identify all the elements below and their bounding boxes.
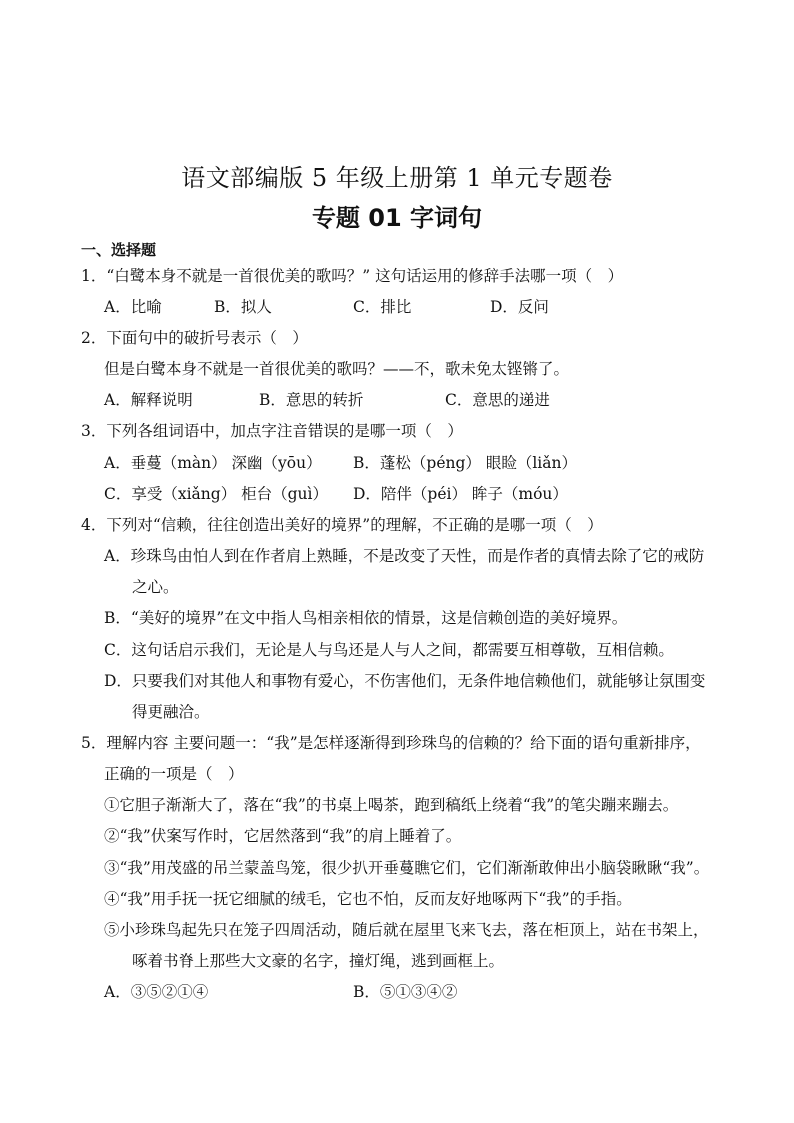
question-3 <box>81 421 463 441</box>
question-5-stem-cont: 正确的一项是（ ） <box>104 765 244 783</box>
question-2-quote: 但是白鹭本身不就是一首很优美的歌吗？——不，歌未免太铿锵了。 <box>104 360 570 378</box>
q1-option-d: D．反问 <box>490 298 549 316</box>
question-2-stem: 下面句中的破折号表示（ ） <box>106 329 308 347</box>
q1-option-b: B．拟人 <box>214 298 272 316</box>
q5-item-3: ③“我”用茂盛的吊兰蒙盖鸟笼，很少扒开垂蔓瞧它们，它们渐渐敢伸出小脑袋瞅瞅“我”。 <box>104 859 710 877</box>
q5-item-2: ②“我”伏案写作时，它居然落到“我”的肩上睡着了。 <box>104 827 462 845</box>
question-5 <box>81 733 701 753</box>
q4-option-d: D．只要我们对其他人和事物有爱心，不伤害他们，无条件地信赖他们，就能够让氛围变 <box>104 672 706 690</box>
question-1-number: 1． <box>81 267 107 285</box>
question-5-stem: 理解内容 主要问题一：“我”是怎样逐渐得到珍珠鸟的信赖的？给下面的语句重新排序， <box>106 734 701 752</box>
question-2-number: 2． <box>81 329 107 347</box>
question-1-stem: “白鹭本身不就是一首很优美的歌吗？” 这句话运用的修辞手法哪一项（ ） <box>106 267 624 285</box>
question-4 <box>81 515 603 535</box>
question-3-stem: 下列各组词语中，加点字注音错误的是哪一项（ ） <box>106 422 463 440</box>
q4-option-a: A．珍珠鸟由怕人到在作者肩上熟睡，不是改变了天性，而是作者的真情去除了它的戒防 <box>104 547 705 565</box>
question-2 <box>81 328 308 348</box>
question-4-stem: 下列对“信赖，往往创造出美好的境界”的理解，不正确的是哪一项（ ） <box>106 516 603 534</box>
q5-item-5-cont: 啄着书脊上那些大文豪的名字，撞灯绳，逃到画框上。 <box>132 952 505 970</box>
q5-item-1: ①它胆子渐渐大了，落在“我”的书桌上喝茶，跑到稿纸上绕着“我”的笔尖蹦来蹦去。 <box>104 796 679 814</box>
section-heading: 一、选择题 <box>81 241 157 259</box>
q5-item-5: ⑤小珍珠鸟起先只在笼子四周活动，随后就在屋里飞来飞去，落在柜顶上，站在书架上， <box>104 921 709 939</box>
q3-option-b: B．蓬松（péng） 眼睑（liǎn） <box>353 454 577 472</box>
q5-item-4: ④“我”用手抚一抚它细腻的绒毛，它也不怕，反而友好地啄两下“我”的手指。 <box>104 890 632 908</box>
q1-option-c: C．排比 <box>353 298 412 316</box>
q2-option-b: B．意思的转折 <box>259 391 364 409</box>
q4-option-d-cont: 得更融洽。 <box>132 703 210 721</box>
question-3-number: 3． <box>81 422 107 440</box>
question-4-number: 4． <box>81 516 107 534</box>
question-5-number: 5． <box>81 734 107 752</box>
q4-option-b: B．“美好的境界”在文中指人鸟相亲相依的情景，这是信赖创造的美好境界。 <box>104 609 628 627</box>
q2-option-c: C．意思的递进 <box>445 391 550 409</box>
q5-option-b: B．⑤①③④② <box>353 983 458 1001</box>
q1-option-a: A．比喻 <box>104 298 162 316</box>
q3-option-a: A．垂蔓（màn） 深幽（yōu） <box>104 454 322 472</box>
q5-option-a: A．③⑤②①④ <box>104 983 209 1001</box>
document-title: 语文部编版 5 年级上册第 1 单元专题卷 <box>181 164 613 192</box>
q4-option-c: C．这句话启示我们，无论是人与鸟还是人与人之间，都需要互相尊敬，互相信赖。 <box>104 641 674 659</box>
q3-option-d: D．陪伴（péi） 眸子（móu） <box>353 485 568 503</box>
document-subtitle: 专题 01 字词句 <box>311 204 483 232</box>
q2-option-a: A．解释说明 <box>104 391 193 409</box>
q3-option-c: C．享受（xiǎng） 柜台（guì） <box>104 485 328 503</box>
question-1 <box>81 266 623 286</box>
q4-option-a-cont: 之心。 <box>132 578 179 596</box>
